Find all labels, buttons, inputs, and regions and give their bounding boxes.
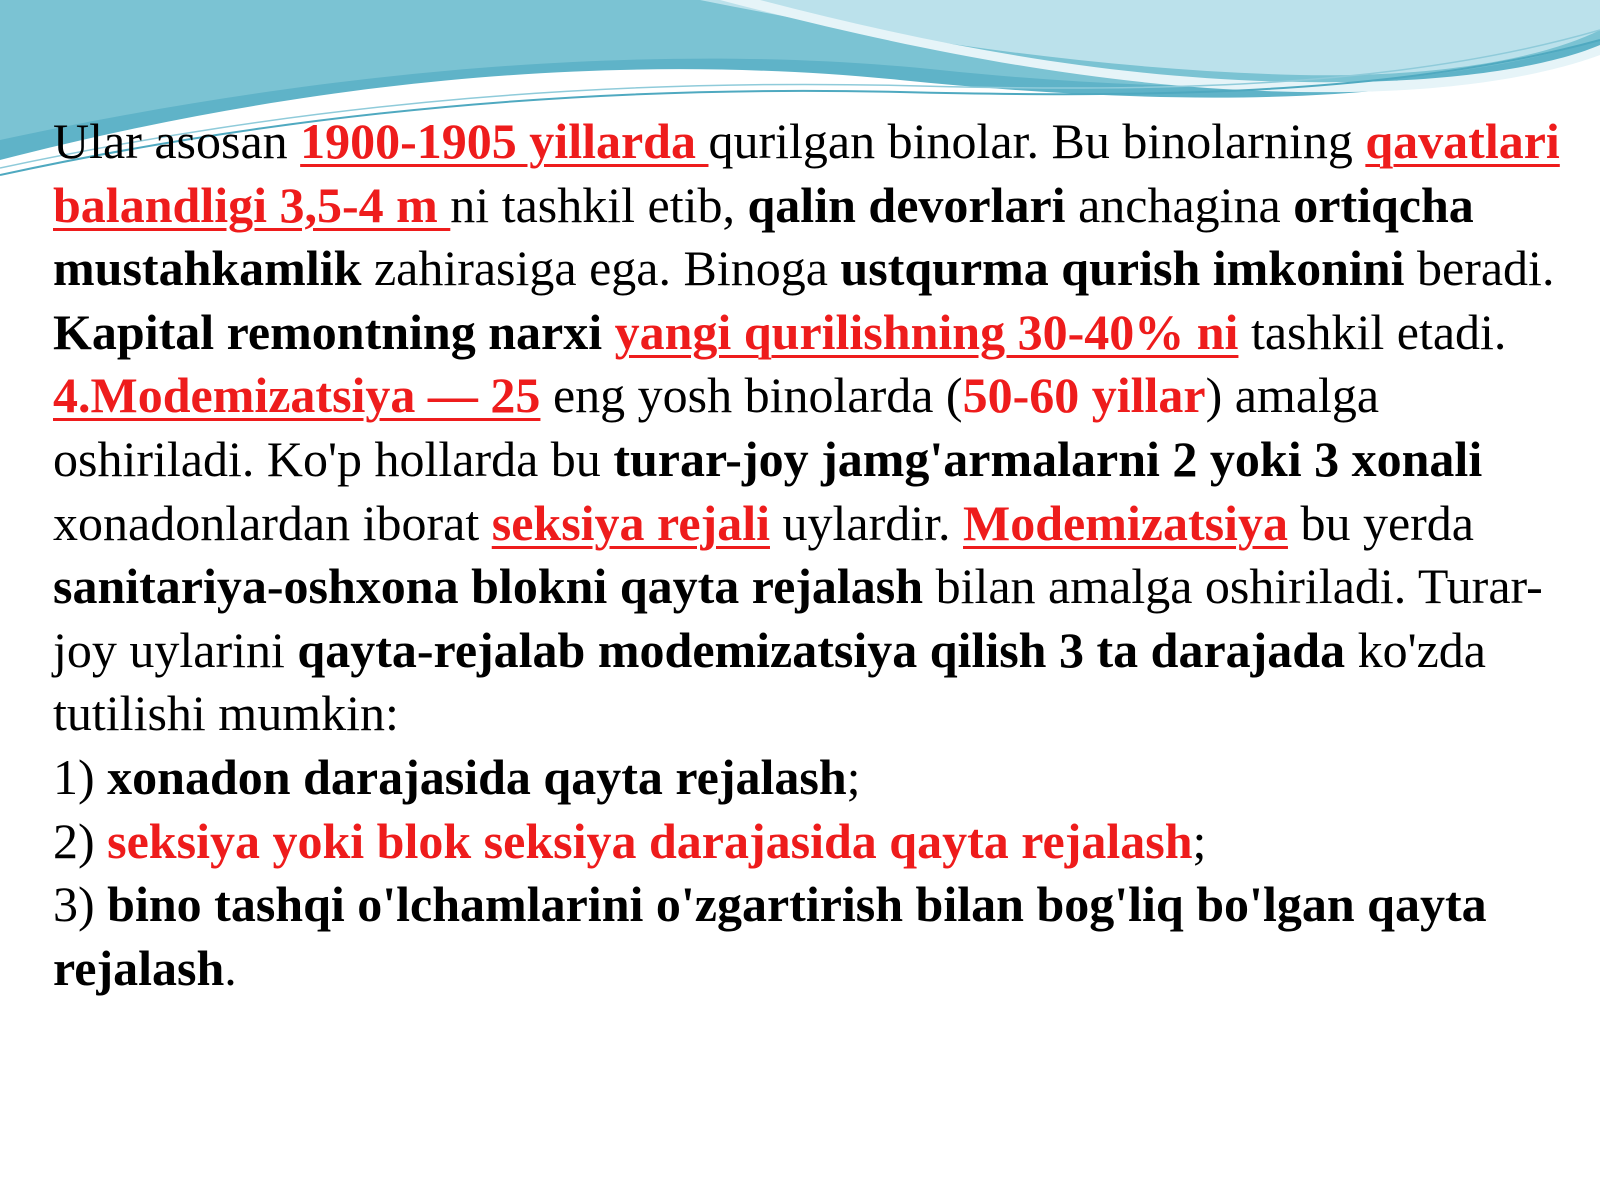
highlight-modernization: Modemizatsiya	[963, 494, 1288, 551]
text-run: qurilgan binolar. Bu binolarning	[708, 113, 1366, 169]
highlight-cost-percent: yangi qurilishning 30-40% ni	[614, 303, 1239, 360]
text-run: bilan amalga oshiriladi. Turar-joy uylarini	[53, 558, 1543, 678]
list-item	[53, 873, 1578, 1000]
list-item-text: seksiya yoki blok seksiya darajasida qayta rejalash	[107, 812, 1193, 869]
text-run: ko'zda tutilishi mumkin:	[53, 621, 1487, 742]
text-run: uylardir.	[769, 494, 964, 551]
list-item-text: bino tashqi o'lchamlarini o'zgartirish bilan bog'liq bo'lgan qayta rejalash	[53, 876, 1487, 996]
bold-three-levels: qayta-rejalab modemizatsiya qilish 3 ta darajada	[297, 621, 1346, 678]
text-run: ) amalga oshiriladi. Ko'p hollarda bu	[53, 367, 1380, 487]
highlight-decade: 50-60 yillar	[962, 367, 1206, 424]
list-item	[53, 746, 1578, 810]
list-punctuation: ;	[846, 748, 861, 805]
paragraph-building-age	[53, 110, 1578, 364]
highlight-section-plan: seksiya rejali	[491, 494, 770, 551]
text-run: beradi.	[1404, 240, 1555, 297]
text-run: bu yerda	[1287, 494, 1474, 551]
text-run: ni tashkil etib,	[450, 176, 748, 233]
list-item-text: xonadon darajasida qayta rejalash	[107, 748, 847, 805]
bold-housing-stock: turar-joy jamg'armalarni 2 yoki 3 xonali	[613, 430, 1483, 487]
text-run: xonadonlardan iborat	[53, 494, 492, 551]
text-run: tashkil etadi.	[1238, 303, 1507, 360]
list-punctuation: ;	[1192, 812, 1207, 869]
bold-strength: ortiqcha mustahkamlik	[53, 176, 1474, 297]
paragraph-modernization	[53, 364, 1578, 746]
list-item	[53, 810, 1578, 874]
list-number: 1)	[53, 748, 108, 805]
text-run: zahirasiga ega. Binoga	[361, 240, 841, 297]
slide-body	[53, 110, 1578, 1000]
list-number: 3)	[53, 876, 108, 933]
bold-sanitary-block: sanitariya-oshxona blokni qayta rejalash	[53, 558, 924, 615]
list-number: 2)	[53, 812, 108, 869]
bold-superstructure: ustqurma qurish imkonini	[840, 240, 1405, 297]
bold-walls: qalin devorlari	[747, 176, 1066, 233]
text-run: eng yosh binolarda (	[540, 367, 963, 424]
text-run	[602, 304, 615, 360]
text-run: Ular asosan	[53, 113, 301, 169]
text-run: anchagina	[1065, 176, 1294, 233]
list-punctuation: .	[224, 939, 237, 996]
heading-modernization: 4.Modemizatsiya — 25	[53, 367, 541, 424]
highlight-floor-height: qavatlari balandligi 3,5-4 m	[53, 113, 1560, 233]
bold-repair-cost: Kapital remontning narxi	[53, 303, 603, 360]
highlight-years: 1900-1905 yillarda	[300, 113, 709, 169]
